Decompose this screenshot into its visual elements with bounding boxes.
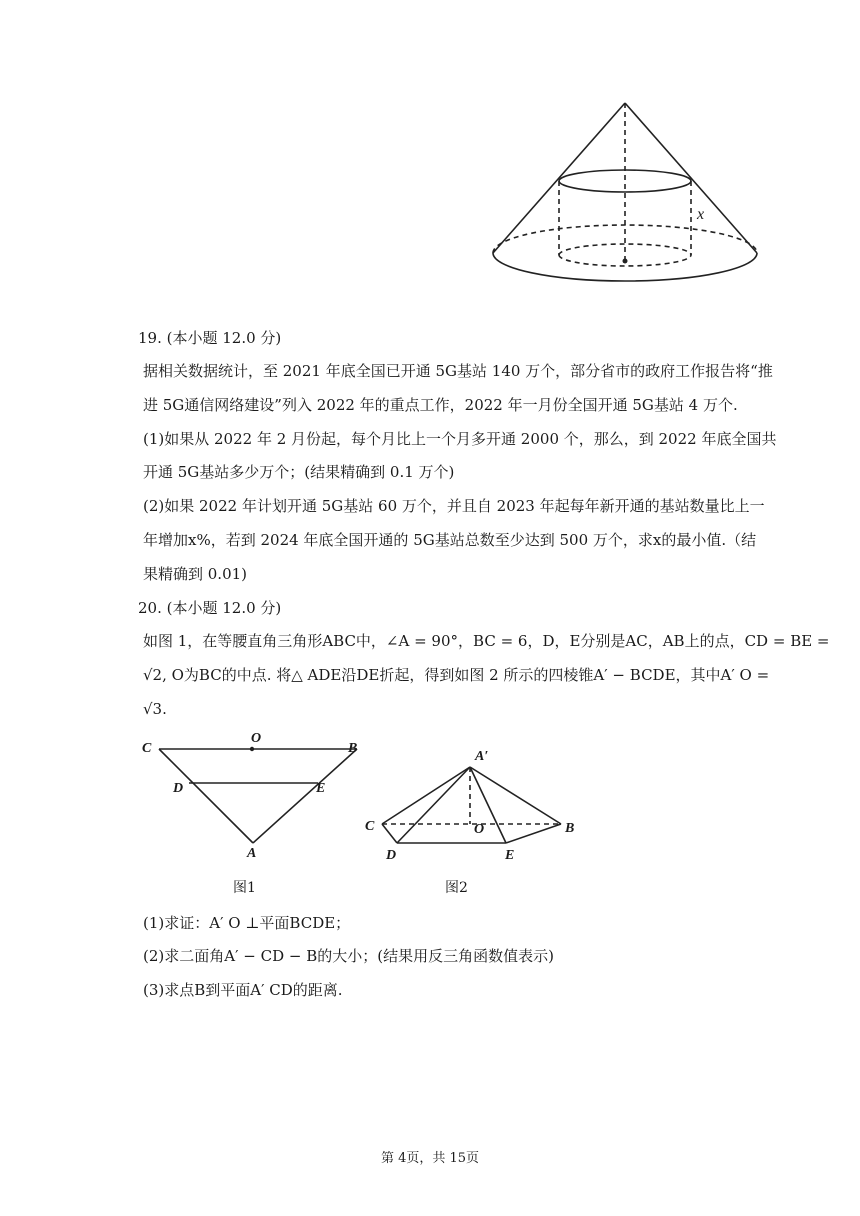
q19-line-3: (1)如果从 2022 年 2 月份起，每个月比上一个月多开通 2000 个，那么，到 2022 年底全国共 [143, 430, 777, 448]
q19-line-4: 开通 5G基站多少万个；(结果精确到 0.1 万个) [143, 463, 455, 481]
q20-subquestion-2: (2)求二面角A′ − CD − B的大小；(结果用反三角函数值表示) [143, 947, 554, 965]
fig1-label-D: D [173, 781, 184, 796]
fig2-label-B: B [565, 821, 575, 836]
q19-line-5: (2)如果 2022 年计划开通 5G基站 60 万个，并且自 2023 年起每年新开通的基站数量比上一 [143, 497, 765, 515]
q20-subquestion-3: (3)求点B到平面A′ CD的距离. [143, 981, 343, 999]
fig1-label-A: A [247, 846, 257, 861]
fig2-caption: 图2 [445, 880, 468, 896]
page-footer: 第 4页，共 15页 [380, 1151, 480, 1166]
fig2-label-A-prime: A′ [475, 749, 489, 764]
fig1-label-C: C [142, 741, 152, 756]
fig2-label-E: E [505, 848, 515, 863]
q20-line-1: 如图 1，在等腰直角三角形ABC中，∠A = 90°，BC = 6，D，E分别是AC，AB上的点，CD = BE = [143, 632, 830, 650]
fig2-label-O: O [474, 822, 485, 837]
fig2-label-C: C [365, 819, 375, 834]
cone-cylinder-figure [480, 95, 770, 285]
fig1-label-O: O [251, 731, 262, 746]
fig1-label-E: E [316, 781, 326, 796]
q20-subquestion-1: (1)求证：A′ O ⊥平面BCDE； [143, 914, 351, 932]
q19-heading: 19. (本小题 12.0 分) [138, 329, 282, 347]
fig1-label-B: B [348, 741, 358, 756]
figure-2-pyramid [370, 755, 580, 855]
q20-line-3: √3. [143, 700, 167, 718]
cone-label-x: x [697, 206, 705, 223]
q20-heading: 20. (本小题 12.0 分) [138, 599, 282, 617]
q20-line-2: √2, O为BC的中点. 将△ ADE沿DE折起，得到如图 2 所示的四棱锥A′ − BCDE，其中A′ O = [143, 666, 770, 684]
q19-line-7: 果精确到 0.01) [143, 565, 248, 583]
q19-line-1: 据相关数据统计，至 2021 年底全国已开通 5G基站 140 万个，部分省市的政府工作报告将“推 [143, 362, 773, 380]
fig1-caption: 图1 [233, 880, 256, 896]
fig2-label-D: D [386, 848, 397, 863]
q19-line-6: 年增加x%，若到 2024 年底全国开通的 5G基站总数至少达到 500 万个，求x的最小值.（结 [143, 531, 757, 549]
q19-line-2: 进 5G通信网络建设”列入 2022 年的重点工作，2022 年一月份全国开通 5G基站 4 万个. [143, 396, 738, 414]
